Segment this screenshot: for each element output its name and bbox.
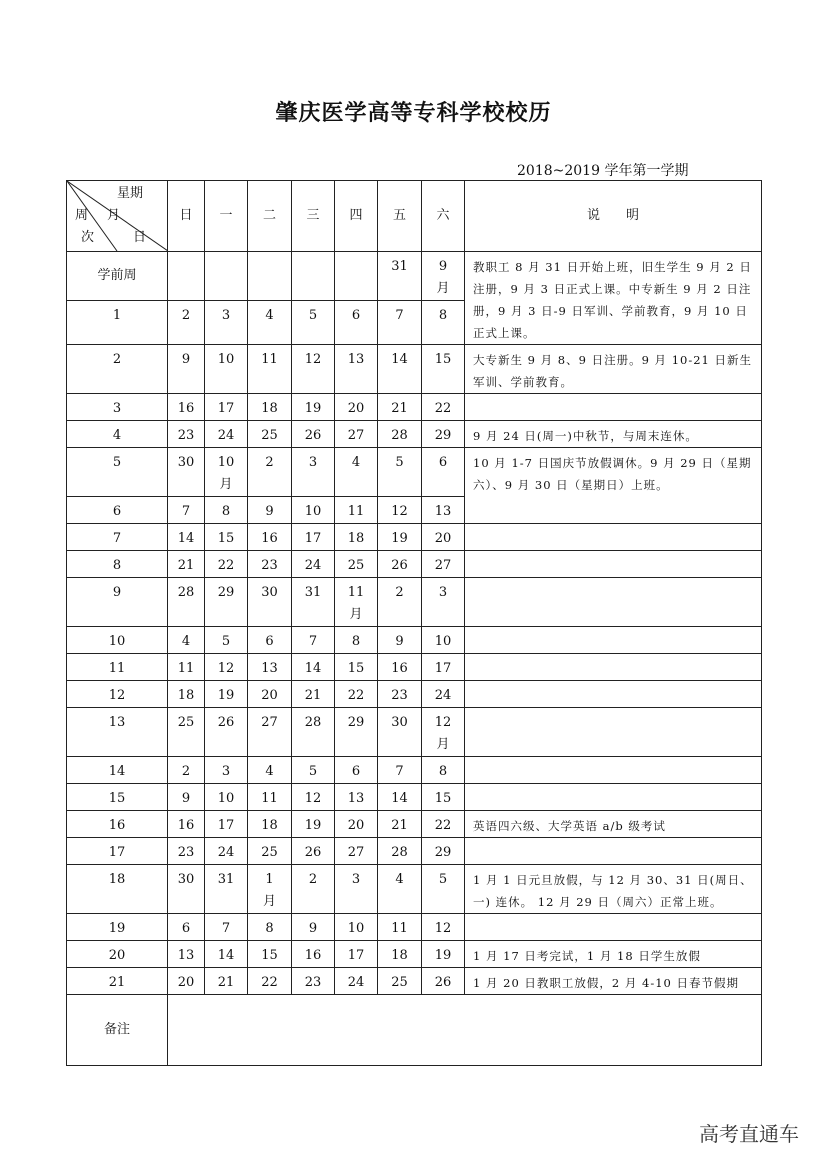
day-cell: 19 (378, 524, 422, 551)
day-header-thu: 四 (335, 181, 378, 252)
day-cell: 30 (168, 448, 205, 497)
week-note: 1 月 20 日教职工放假，2 月 4-10 日春节假期 (465, 968, 762, 995)
day-cell: 11 (378, 914, 422, 941)
day-cell: 28 (378, 421, 422, 448)
week-note (465, 524, 762, 551)
day-cell: 9 (248, 497, 292, 524)
week-note: 英语四六级、大学英语 a/b 级考试 (465, 811, 762, 838)
day-cell: 24 (205, 838, 248, 865)
week-label: 6 (67, 497, 168, 524)
day-cell: 5 (292, 301, 335, 345)
day-cell: 21 (378, 394, 422, 421)
week-note: 10 月 1-7 日国庆节放假调休。9 月 29 日（星期六）、9 月 30 日（星期日）上班。 (465, 448, 762, 524)
day-cell: 15 (422, 784, 465, 811)
week-label: 15 (67, 784, 168, 811)
day-cell: 5 (205, 627, 248, 654)
day-header-sat: 六 (422, 181, 465, 252)
day-cell: 9 (378, 627, 422, 654)
week-label: 17 (67, 838, 168, 865)
day-cell: 7 (378, 301, 422, 345)
week-note (465, 708, 762, 757)
day-cell: 6 (168, 914, 205, 941)
day-cell: 4 (168, 627, 205, 654)
day-cell: 16 (168, 811, 205, 838)
day-cell: 25 (378, 968, 422, 995)
day-cell: 18 (248, 394, 292, 421)
day-cell: 17 (422, 654, 465, 681)
day-cell: 26 (205, 708, 248, 757)
day-cell: 26 (422, 968, 465, 995)
corner-month: 月 (107, 208, 121, 223)
calendar-table (66, 180, 762, 1066)
day-cell: 11 月 (335, 578, 378, 627)
week-row (67, 654, 762, 681)
week-label: 9 (67, 578, 168, 627)
day-header-tue: 二 (248, 181, 292, 252)
day-cell (335, 252, 378, 301)
week-note: 教职工 8 月 31 日开始上班，旧生学生 9 月 2 日注册，9 月 3 日正式上课。中专新生 9 月 2 日注册，9 月 3 日-9 日军训、学前教育，9 月 10 日正式上课。 (465, 252, 762, 345)
day-cell: 25 (248, 838, 292, 865)
week-row (67, 448, 762, 497)
day-header-fri: 五 (378, 181, 422, 252)
day-cell: 10 月 (205, 448, 248, 497)
day-cell: 29 (335, 708, 378, 757)
day-cell: 6 (335, 757, 378, 784)
day-cell: 8 (422, 301, 465, 345)
week-label: 1 (67, 301, 168, 345)
corner-week: 周 (75, 208, 89, 223)
day-cell: 7 (378, 757, 422, 784)
day-cell: 17 (335, 941, 378, 968)
day-cell (248, 252, 292, 301)
day-cell: 10 (422, 627, 465, 654)
header-row (67, 181, 762, 252)
day-cell: 2 (248, 448, 292, 497)
day-cell: 8 (205, 497, 248, 524)
corner-cell (67, 181, 168, 252)
day-cell: 12 (205, 654, 248, 681)
remarks-content (168, 995, 762, 1066)
week-row (67, 551, 762, 578)
day-cell: 19 (292, 811, 335, 838)
day-cell: 16 (378, 654, 422, 681)
day-cell: 1 月 (248, 865, 292, 914)
week-label: 11 (67, 654, 168, 681)
week-row (67, 968, 762, 995)
day-cell: 21 (378, 811, 422, 838)
day-cell: 26 (292, 421, 335, 448)
week-label: 13 (67, 708, 168, 757)
day-cell: 16 (168, 394, 205, 421)
week-note (465, 394, 762, 421)
day-cell: 27 (335, 421, 378, 448)
week-row (67, 757, 762, 784)
day-cell: 3 (205, 757, 248, 784)
day-cell: 11 (248, 784, 292, 811)
day-cell: 22 (248, 968, 292, 995)
day-cell: 23 (378, 681, 422, 708)
corner-day: 日 (133, 230, 147, 245)
day-cell: 3 (422, 578, 465, 627)
day-cell: 3 (205, 301, 248, 345)
day-cell: 8 (335, 627, 378, 654)
day-cell: 30 (248, 578, 292, 627)
day-cell: 12 (292, 345, 335, 394)
day-cell: 10 (205, 784, 248, 811)
week-label: 3 (67, 394, 168, 421)
day-cell: 20 (422, 524, 465, 551)
day-cell: 2 (292, 865, 335, 914)
week-note (465, 627, 762, 654)
week-label: 21 (67, 968, 168, 995)
week-row (67, 681, 762, 708)
week-row (67, 941, 762, 968)
week-note (465, 578, 762, 627)
day-cell: 17 (292, 524, 335, 551)
week-label: 18 (67, 865, 168, 914)
day-cell: 13 (248, 654, 292, 681)
day-cell: 9 (168, 784, 205, 811)
day-cell: 20 (335, 811, 378, 838)
day-cell: 21 (292, 681, 335, 708)
day-cell: 8 (248, 914, 292, 941)
day-cell: 14 (205, 941, 248, 968)
day-cell: 6 (248, 627, 292, 654)
day-header-mon: 一 (205, 181, 248, 252)
day-cell: 25 (335, 551, 378, 578)
day-cell: 23 (168, 838, 205, 865)
week-note: 1 月 1 日元旦放假，与 12 月 30、31 日(周日、一) 连休。 12 月 29 日（周六）正常上班。 (465, 865, 762, 914)
day-cell: 28 (378, 838, 422, 865)
day-cell: 12 月 (422, 708, 465, 757)
day-cell: 18 (168, 681, 205, 708)
day-cell: 9 (168, 345, 205, 394)
week-note (465, 784, 762, 811)
day-cell: 16 (248, 524, 292, 551)
day-cell: 28 (168, 578, 205, 627)
day-cell: 30 (168, 865, 205, 914)
day-cell: 20 (335, 394, 378, 421)
day-cell: 19 (422, 941, 465, 968)
day-cell: 7 (205, 914, 248, 941)
week-row (67, 421, 762, 448)
day-cell: 29 (422, 838, 465, 865)
week-row (67, 784, 762, 811)
day-cell: 12 (378, 497, 422, 524)
day-cell: 12 (422, 914, 465, 941)
day-cell: 9 (292, 914, 335, 941)
week-note: 大专新生 9 月 8、9 日注册。9 月 10-21 日新生军训、学前教育。 (465, 345, 762, 394)
day-cell: 21 (205, 968, 248, 995)
day-cell: 24 (205, 421, 248, 448)
day-cell: 12 (292, 784, 335, 811)
day-cell: 27 (335, 838, 378, 865)
day-cell: 14 (168, 524, 205, 551)
day-cell: 2 (168, 301, 205, 345)
day-cell (292, 252, 335, 301)
day-cell: 29 (205, 578, 248, 627)
day-cell: 5 (422, 865, 465, 914)
day-cell: 2 (378, 578, 422, 627)
day-cell: 22 (422, 811, 465, 838)
day-cell (168, 252, 205, 301)
day-cell: 30 (378, 708, 422, 757)
day-cell: 16 (292, 941, 335, 968)
corner-weekday: 星期 (117, 186, 144, 201)
day-cell: 15 (205, 524, 248, 551)
day-cell: 4 (248, 757, 292, 784)
week-note: 1 月 17 日考完试，1 月 18 日学生放假 (465, 941, 762, 968)
week-label: 7 (67, 524, 168, 551)
week-row (67, 865, 762, 914)
week-label: 5 (67, 448, 168, 497)
week-row (67, 627, 762, 654)
day-cell: 21 (168, 551, 205, 578)
week-note (465, 914, 762, 941)
day-cell: 13 (422, 497, 465, 524)
day-cell: 31 (205, 865, 248, 914)
week-note (465, 838, 762, 865)
day-cell: 13 (168, 941, 205, 968)
day-cell: 26 (378, 551, 422, 578)
day-cell: 14 (378, 784, 422, 811)
day-cell: 4 (335, 448, 378, 497)
day-cell: 24 (422, 681, 465, 708)
day-cell: 10 (335, 914, 378, 941)
day-cell: 11 (168, 654, 205, 681)
week-row (67, 914, 762, 941)
remarks-row (67, 995, 762, 1066)
day-cell: 2 (168, 757, 205, 784)
week-label: 14 (67, 757, 168, 784)
day-cell: 31 (292, 578, 335, 627)
remarks-label: 备注 (67, 995, 168, 1066)
day-cell: 8 (422, 757, 465, 784)
day-cell: 18 (378, 941, 422, 968)
day-cell: 23 (248, 551, 292, 578)
day-cell: 22 (205, 551, 248, 578)
day-cell: 19 (292, 394, 335, 421)
day-cell (205, 252, 248, 301)
week-label: 10 (67, 627, 168, 654)
day-cell: 5 (292, 757, 335, 784)
week-note (465, 757, 762, 784)
week-note (465, 654, 762, 681)
day-cell: 24 (335, 968, 378, 995)
day-cell: 10 (292, 497, 335, 524)
day-cell: 26 (292, 838, 335, 865)
day-cell: 11 (335, 497, 378, 524)
corner-seq: 次 (81, 230, 95, 245)
day-cell: 22 (422, 394, 465, 421)
day-cell: 11 (248, 345, 292, 394)
day-cell: 28 (292, 708, 335, 757)
week-label: 12 (67, 681, 168, 708)
day-cell: 5 (378, 448, 422, 497)
day-cell: 10 (205, 345, 248, 394)
day-cell: 13 (335, 784, 378, 811)
day-cell: 18 (335, 524, 378, 551)
week-row (67, 252, 762, 301)
day-cell: 4 (248, 301, 292, 345)
day-cell: 20 (168, 968, 205, 995)
day-cell: 25 (248, 421, 292, 448)
week-note: 9 月 24 日(周一)中秋节，与周末连休。 (465, 421, 762, 448)
week-label: 2 (67, 345, 168, 394)
watermark: 高考直通车 (699, 1122, 799, 1146)
day-cell: 6 (422, 448, 465, 497)
day-cell: 9 月 (422, 252, 465, 301)
week-row (67, 578, 762, 627)
day-cell: 13 (335, 345, 378, 394)
week-label: 4 (67, 421, 168, 448)
day-cell: 22 (335, 681, 378, 708)
day-cell: 24 (292, 551, 335, 578)
day-cell: 3 (335, 865, 378, 914)
week-row (67, 524, 762, 551)
day-cell: 19 (205, 681, 248, 708)
week-note (465, 551, 762, 578)
week-note (465, 681, 762, 708)
day-cell: 27 (422, 551, 465, 578)
day-cell: 14 (292, 654, 335, 681)
day-cell: 15 (248, 941, 292, 968)
day-cell: 18 (248, 811, 292, 838)
day-cell: 7 (292, 627, 335, 654)
week-label: 20 (67, 941, 168, 968)
day-cell: 27 (248, 708, 292, 757)
week-row (67, 838, 762, 865)
day-cell: 6 (335, 301, 378, 345)
week-row (67, 708, 762, 757)
notes-header: 说 明 (465, 181, 762, 252)
day-cell: 20 (248, 681, 292, 708)
week-label: 19 (67, 914, 168, 941)
day-cell: 15 (422, 345, 465, 394)
week-row (67, 811, 762, 838)
day-cell: 23 (292, 968, 335, 995)
day-cell: 29 (422, 421, 465, 448)
week-row (67, 394, 762, 421)
week-label: 16 (67, 811, 168, 838)
week-label: 8 (67, 551, 168, 578)
day-cell: 31 (378, 252, 422, 301)
day-cell: 25 (168, 708, 205, 757)
page-title: 肇庆医学高等专科学校校历 (275, 101, 552, 126)
day-cell: 15 (335, 654, 378, 681)
week-row (67, 345, 762, 394)
day-cell: 4 (378, 865, 422, 914)
day-header-wed: 三 (292, 181, 335, 252)
day-cell: 14 (378, 345, 422, 394)
day-cell: 17 (205, 394, 248, 421)
term-label: 2018~2019 学年第一学期 (517, 163, 689, 179)
day-header-sun: 日 (168, 181, 205, 252)
day-cell: 7 (168, 497, 205, 524)
day-cell: 17 (205, 811, 248, 838)
day-cell: 23 (168, 421, 205, 448)
week-label: 学前周 (67, 252, 168, 301)
day-cell: 3 (292, 448, 335, 497)
